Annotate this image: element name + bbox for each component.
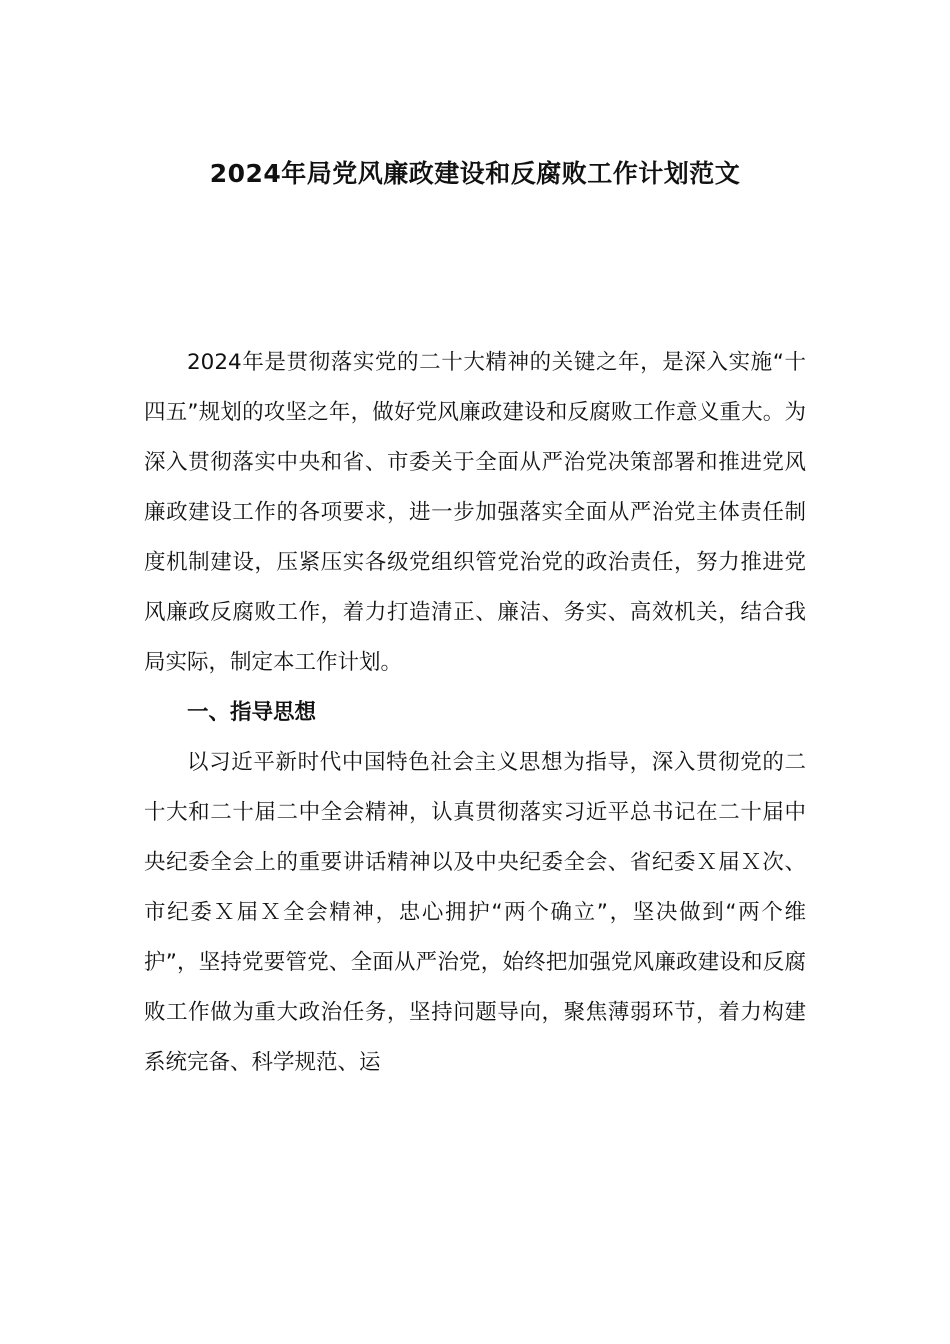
- document-title: 2024年局党风廉政建设和反腐败工作计划范文: [209, 159, 741, 188]
- section-heading-guiding-ideology: 一、指导思想: [187, 700, 317, 725]
- guiding-ideology-paragraph: 以习近平新时代中国特色社会主义思想为指导，深入贯彻党的二十大和二十届二中全会精神，认真贯彻落实习近平总书记在二十届中央纪委全会上的重要讲话精神以及中央纪委全会、省纪委Ｘ届Ｘ次、市纪委Ｘ届Ｘ全会精神，忠心拥护“两个确立”，坚决做到“两个维护”，坚持党要管党、全面从严治党，始终把加强党风廉政建设和反腐败工作做为重大政治任务，坚持问题导向，聚焦薄弱环节，着力构建系统完备、科学规范、运: [144, 750, 806, 1075]
- intro-paragraph: 2024年是贯彻落实党的二十大精神的关键之年，是深入实施“十四五”规划的攻坚之年，做好党风廉政建设和反腐败工作意义重大。为深入贯彻落实中央和省、市委关于全面从严治党决策部署和推进党风廉政建设工作的各项要求，进一步加强落实全面从严治党主体责任制度机制建设，压紧压实各级党组织管党治党的政治责任，努力推进党风廉政反腐败工作，着力打造清正、廉洁、务实、高效机关，结合我局实际，制定本工作计划。: [144, 350, 806, 675]
- document-body: [144, 338, 806, 1088]
